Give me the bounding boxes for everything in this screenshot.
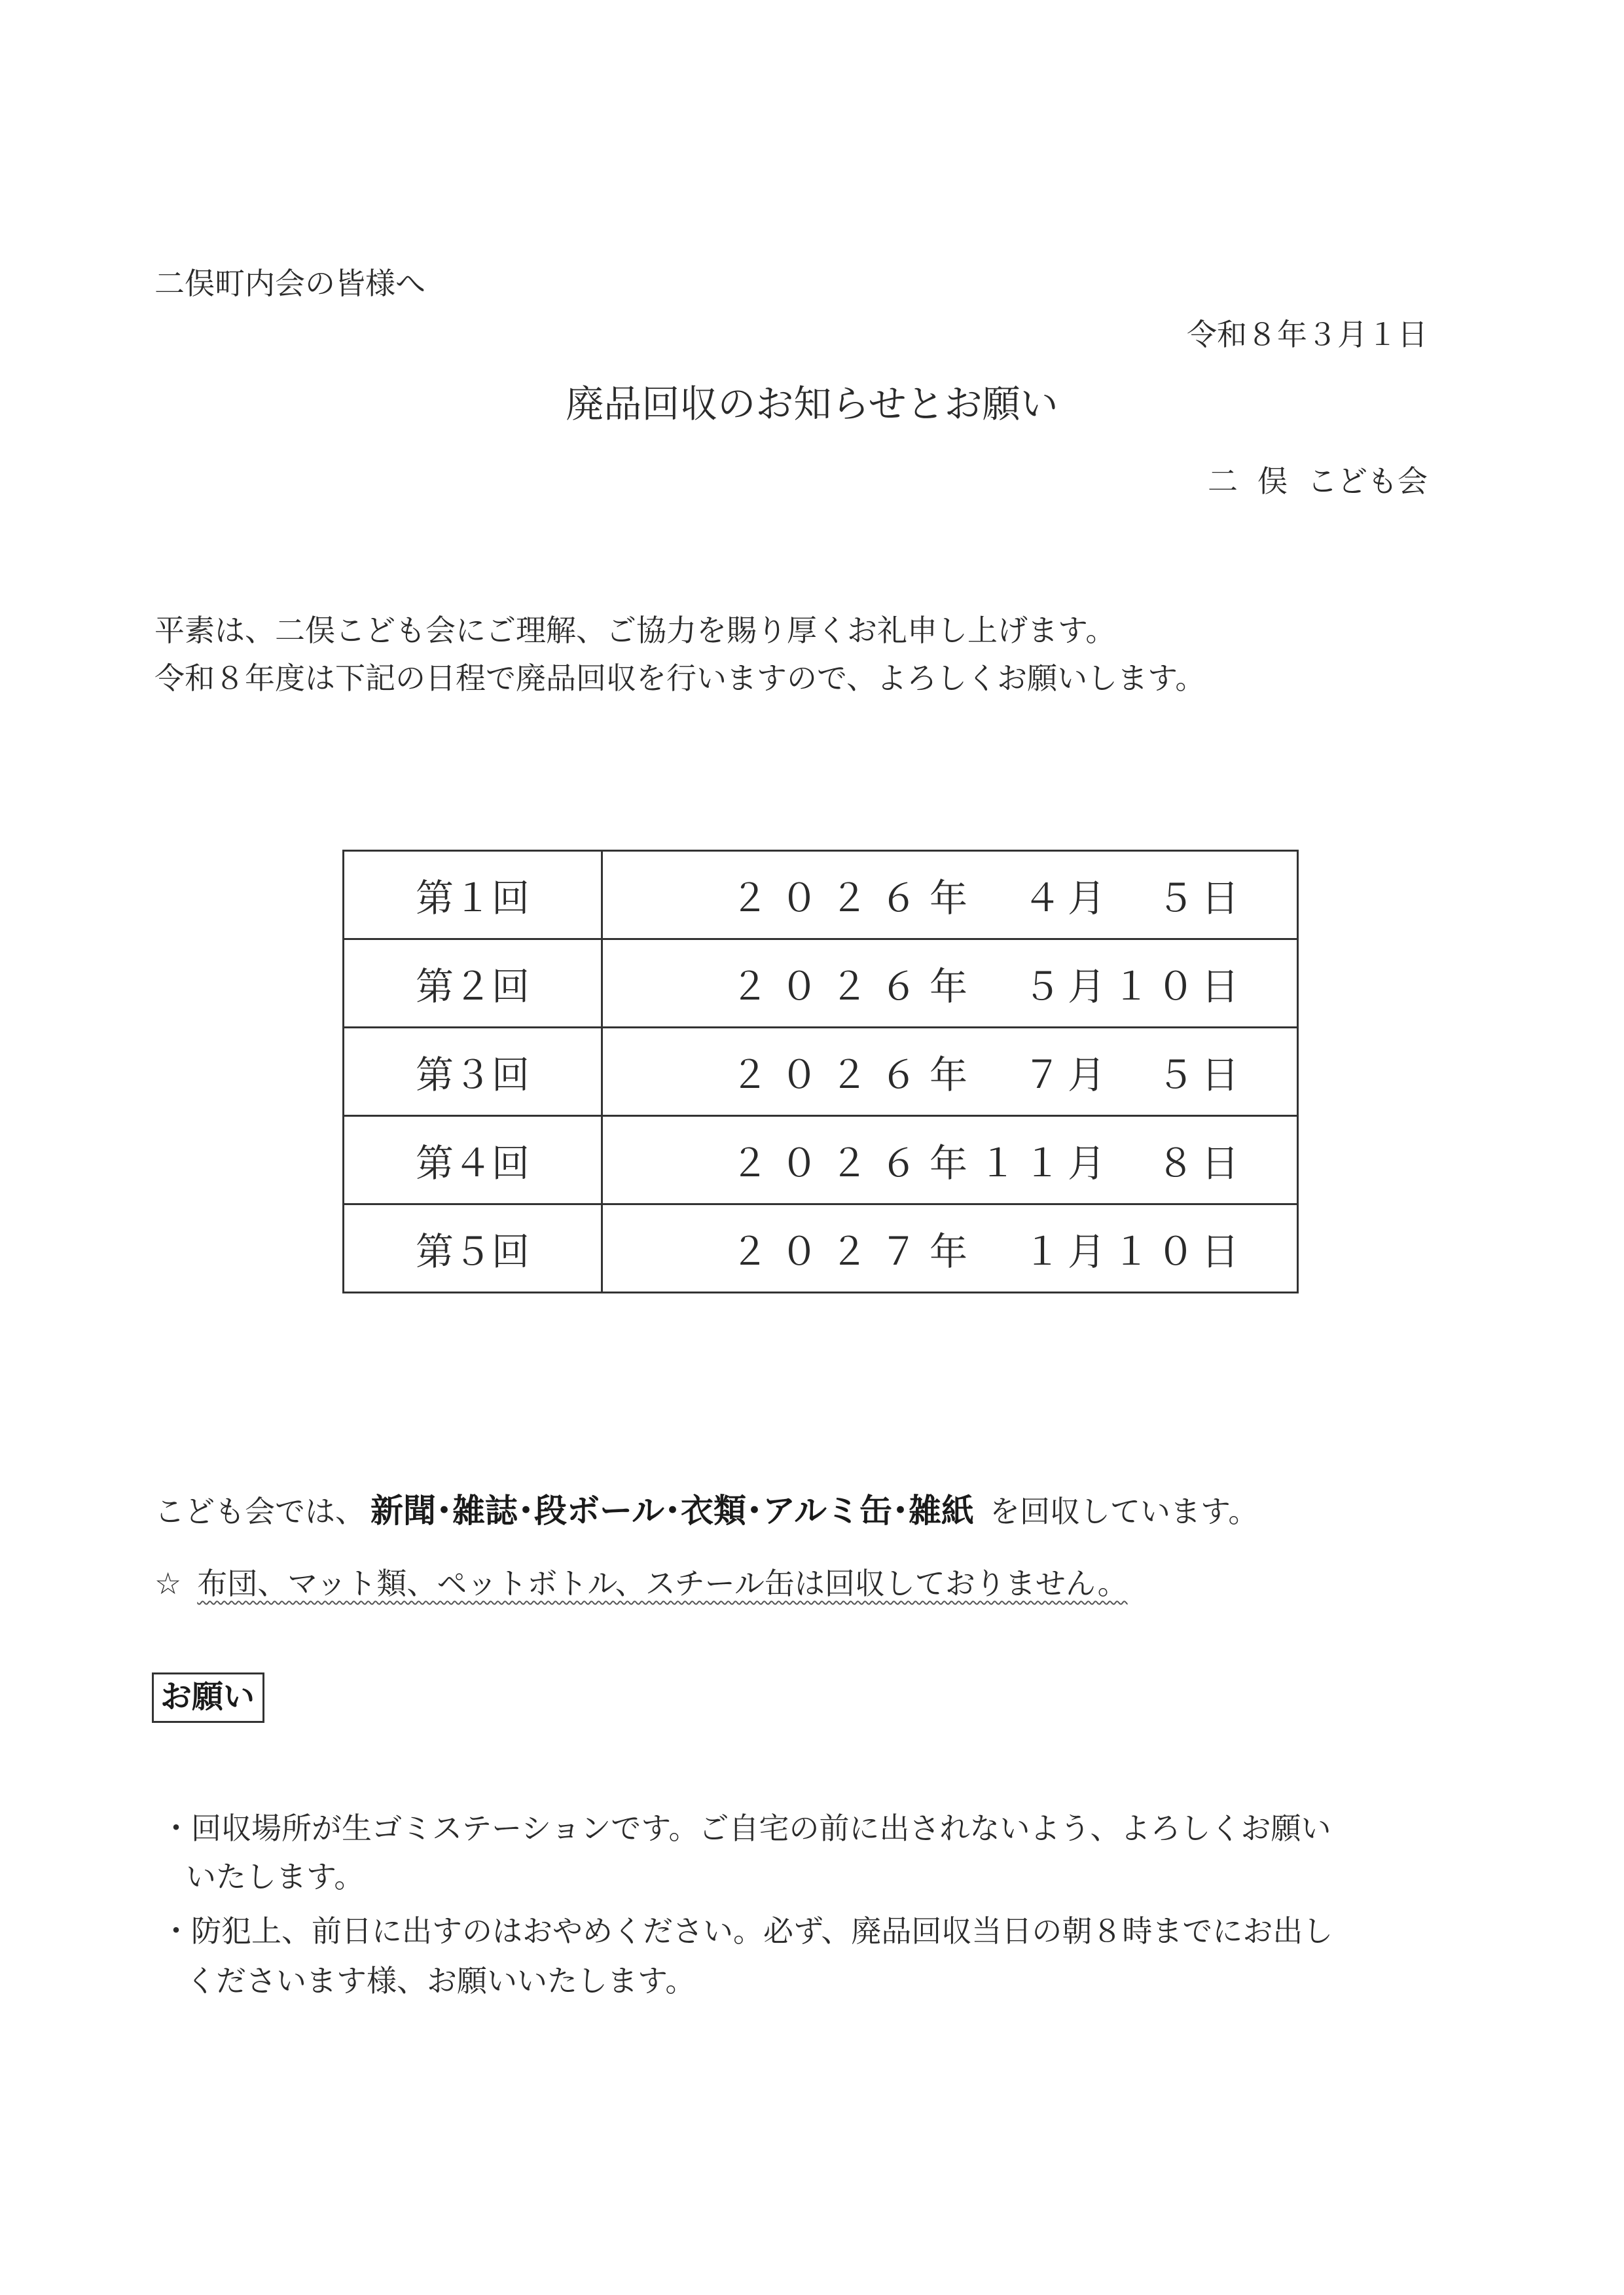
request-item-2-line-2: くださいます様、お願いいたします。: [186, 1963, 696, 1998]
star-icon: ☆: [154, 1566, 182, 1601]
addressee: 二俣町内会の皆様へ: [154, 266, 425, 301]
document-date: 令和８年３月１日: [1187, 317, 1428, 352]
date-cell: [602, 1116, 1298, 1204]
collection-schedule-table: [342, 850, 1299, 1293]
date-cell: [602, 1028, 1298, 1116]
not-collected-text: 布団、マット類、ペットボトル、スチール缶は回収しておりません。: [197, 1566, 1128, 1601]
round-cell: 第１回: [344, 851, 602, 939]
not-collected-note: [154, 1560, 1128, 1603]
month-day-text: ５月１０日: [1022, 964, 1246, 1009]
year-text: ２０２６年: [731, 1053, 980, 1097]
table-row: [344, 1028, 1298, 1116]
date-cell: [602, 939, 1298, 1028]
collected-items-line: [154, 1485, 1258, 1532]
date-cell: [602, 851, 1298, 939]
request-item-2-line-1: ・防犯上、前日に出すのはおやめください。必ず、廃品回収当日の朝８時までにお出し: [161, 1913, 1333, 1949]
table-row: [344, 1204, 1298, 1293]
round-cell: 第５回: [344, 1204, 602, 1293]
collected-items: 新聞･雑誌･段ボール･衣類･アルミ缶･雑紙: [370, 1492, 974, 1530]
table-row: [344, 851, 1298, 939]
collected-prefix: こども会では、: [154, 1494, 365, 1529]
month-day-text: ７月 ５日: [1022, 1053, 1246, 1097]
request-item-1-line-2: いたします。: [186, 1859, 365, 1894]
organization-part-2: 俣: [1257, 463, 1288, 499]
round-cell: 第４回: [344, 1116, 602, 1204]
organization-part-1: 二: [1208, 463, 1238, 499]
round-cell: 第２回: [344, 939, 602, 1028]
month-day-text: ４月 ５日: [1022, 876, 1246, 920]
table-row: [344, 939, 1298, 1028]
organization-part-3: こども会: [1307, 463, 1428, 499]
organization-name: [1208, 463, 1428, 499]
year-text: ２０２７年: [731, 1229, 980, 1274]
year-text: ２０２６年: [731, 964, 980, 1009]
document-title: 廃品回収のお知らせとお願い: [566, 382, 1058, 426]
date-cell: [602, 1204, 1298, 1293]
intro-line-1: 平素は、二俣こども会にご理解、ご協力を賜り厚くお礼申し上げます。: [154, 613, 1116, 648]
request-heading: お願い: [152, 1672, 264, 1723]
table-row: [344, 1116, 1298, 1204]
month-day-text: １月１０日: [1022, 1229, 1246, 1274]
intro-line-2: 令和８年度は下記の日程で廃品回収を行いますので、よろしくお願いします。: [154, 660, 1206, 696]
month-day-text: １１月 ８日: [978, 1141, 1246, 1185]
collected-suffix: を回収しています。: [990, 1494, 1259, 1529]
round-cell: 第３回: [344, 1028, 602, 1116]
request-item-1-line-1: ・回収場所が生ゴミステーションです。ご自宅の前に出されないよう、よろしくお願い: [161, 1811, 1331, 1846]
year-text: ２０２６年: [731, 876, 980, 920]
year-text: ２０２６年: [731, 1141, 980, 1185]
